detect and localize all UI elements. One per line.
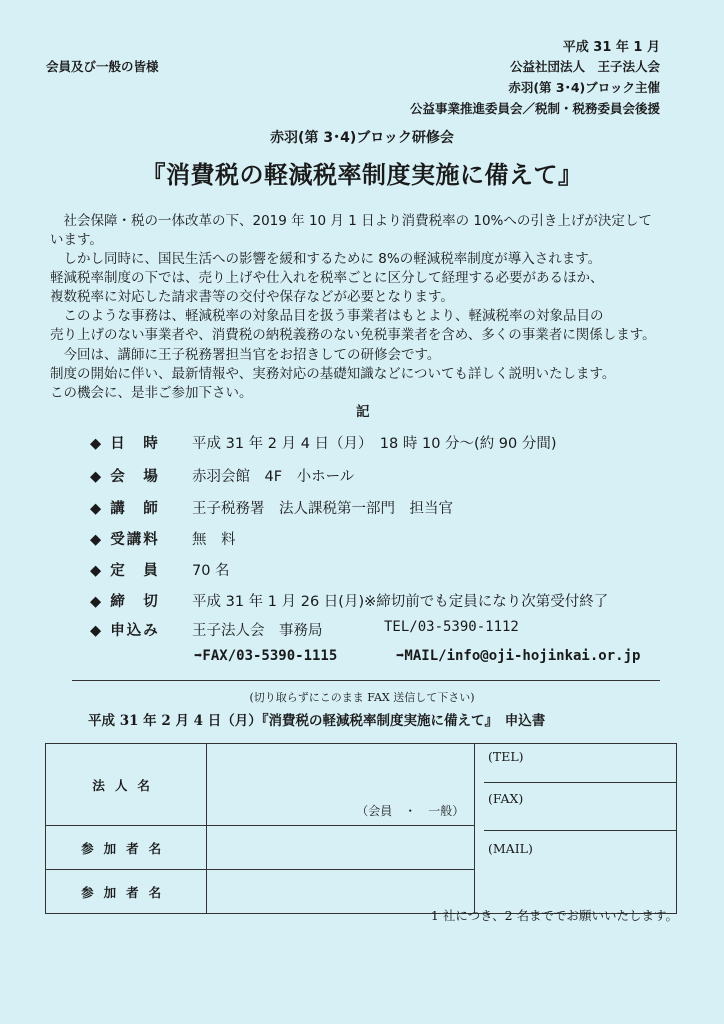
body-line-8: 今回は、講師に王子税務署担当官をお招きしての研修会です。	[50, 347, 441, 363]
body-line-7: 売り上げのない事業者や、消費税の納税義務のない免税事業者を含め、多くの事業者に関係します。	[50, 327, 656, 343]
participant-label-1: 参加者名	[46, 826, 207, 870]
detail-label: ◆ 締 切	[90, 594, 160, 610]
body-line-9: 制度の開始に伴い、最新情報や、実務対応の基礎知識などについても詳しく説明いたします。	[50, 366, 616, 382]
tel-label: (TEL)	[488, 749, 524, 764]
body-line-4: 軽減税率制度の下では、売り上げや仕入れを税率ごとに区分して経理する必要があるほか、	[50, 270, 604, 286]
detail-label: ◆ 定 員	[90, 563, 160, 579]
detail-value: 70 名	[192, 563, 230, 579]
body-line-6: このような事務は、軽減税率の対象品目を扱う事業者はもとより、軽減税率の対象品目の	[50, 308, 604, 324]
application-form	[45, 743, 677, 914]
contact-divider	[484, 830, 677, 831]
member-type-label: （会員 ・ 一般）	[356, 804, 465, 818]
detail-value: 平成 31 年 1 月 26 日(月)※締切前でも定員になり次第受付終了	[192, 594, 609, 610]
detail-value: 平成 31 年 2 月 4 日（月） 18 時 10 分～(約 90 分間)	[192, 436, 557, 452]
detail-label: ◆ 受講料	[90, 532, 160, 548]
mail-label: (MAIL)	[488, 841, 533, 856]
fax-label: (FAX)	[488, 791, 524, 806]
detail-label: ◆ 申込み	[90, 623, 160, 639]
sender-line-1: 公益社団法人 王子法人会	[509, 59, 660, 74]
contact-fax: ➡FAX/03-5390-1115	[194, 648, 338, 664]
body-line-2: います。	[50, 232, 103, 248]
detail-capacity	[90, 559, 700, 580]
detail-label: ◆ 会 場	[90, 469, 160, 485]
contact-field[interactable]	[475, 744, 677, 914]
cut-line	[72, 680, 660, 681]
contact-divider	[484, 782, 677, 783]
addressee: 会員及び一般の皆様	[46, 59, 159, 74]
detail-datetime	[90, 432, 700, 453]
detail-value: 王子税務署 法人課税第一部門 担当官	[192, 501, 453, 517]
document-date: 平成 31 年 1 月	[562, 40, 660, 55]
detail-value: 赤羽会館 4F 小ホール	[192, 469, 355, 485]
sender-line-3: 公益事業推進委員会／税制・税務委員会後援	[409, 101, 660, 116]
footer-note: 1 社につき、2 名まででお願いいたします。	[430, 908, 678, 923]
form-title: 平成 31 年 2 月 4 日（月）『消費税の軽減税率制度実施に備えて』 申込書	[88, 713, 546, 729]
company-name-label: 法人名	[46, 744, 207, 826]
body-line-1: 社会保障・税の一体改革の下、2019 年 10 月 1 日より消費税率の 10%への引き上げが決定して	[50, 213, 652, 229]
detail-venue	[90, 465, 700, 486]
detail-lecturer	[90, 497, 700, 518]
detail-label: ◆ 日 時	[90, 436, 160, 452]
body-line-5: 複数税率に対応した請求書等の交付や保存などが必要となります。	[50, 289, 454, 305]
ki-marker: 記	[356, 404, 370, 420]
participant-label-2: 参加者名	[46, 870, 207, 914]
body-line-10: この機会に、是非ご参加下さい。	[50, 385, 253, 401]
sender-line-2: 赤羽(第 3･4)ブロック主催	[508, 80, 660, 95]
detail-label: ◆ 講 師	[90, 501, 160, 517]
seminar-title: 『消費税の軽減税率制度実施に備えて』	[141, 161, 583, 189]
contact-tel: TEL/03-5390-1112	[384, 619, 519, 635]
detail-fee	[90, 528, 700, 549]
fax-note: (切り取らずにこのまま FAX 送信して下さい)	[249, 691, 475, 704]
detail-deadline	[90, 590, 700, 611]
company-name-field[interactable]	[207, 744, 475, 826]
seminar-subtitle: 赤羽(第 3･4)ブロック研修会	[270, 130, 454, 146]
participant-field-1[interactable]	[207, 826, 475, 870]
body-line-3: しかし同時に、国民生活への影響を緩和するために 8%の軽減税率制度が導入されます。	[50, 251, 602, 267]
contact-mail: ➡MAIL/info@oji-hojinkai.or.jp	[396, 648, 641, 664]
detail-value: 無 料	[192, 532, 236, 548]
detail-value: 王子法人会 事務局	[192, 623, 323, 639]
